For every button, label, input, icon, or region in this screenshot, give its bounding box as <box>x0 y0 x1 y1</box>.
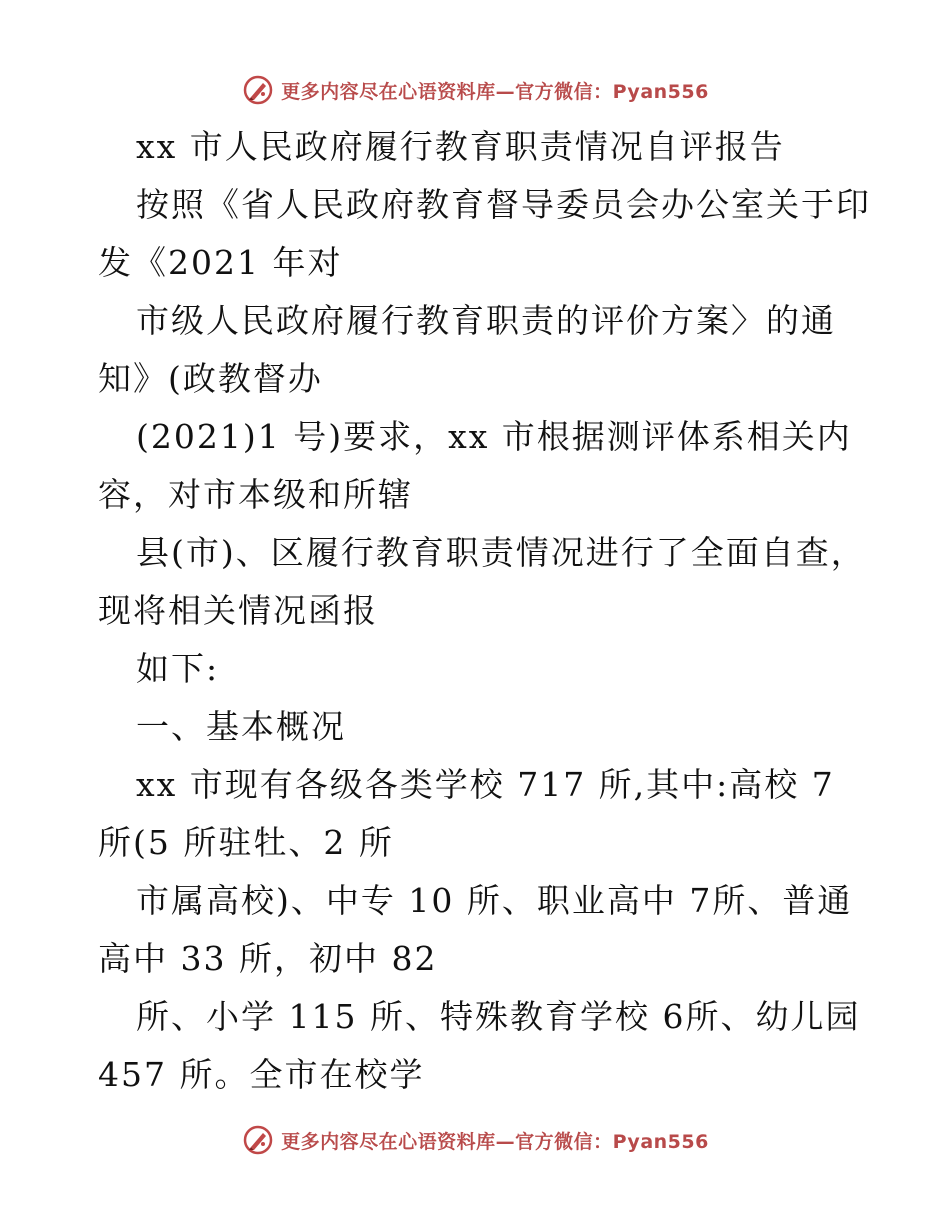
footer-watermark-inner <box>241 1123 709 1157</box>
document-line: 一、基本概况 <box>136 707 346 746</box>
document-line: 容，对市本级和所辖 <box>98 475 413 514</box>
document-line: 按照《省人民政府教育督导委员会办公室关于印 <box>136 185 871 224</box>
footer-watermark <box>0 1120 950 1160</box>
document-line: 市属高校)、中专 10 所、职业高中 7所、普通 <box>136 881 853 920</box>
document-line: 现将相关情况函报 <box>98 591 378 630</box>
document-body <box>98 118 871 1104</box>
document-line: 457 所。全市在校学 <box>98 1055 425 1094</box>
pen-logo-icon <box>241 1123 275 1157</box>
document-line: 知》(政教督办 <box>98 359 323 398</box>
document-line: (2021)1 号)要求，xx 市根据测评体系相关内 <box>136 417 852 456</box>
document-line: 所(5 所驻牡、2 所 <box>98 823 394 862</box>
document-line: 市级人民政府履行教育职责的评价方案〉的通 <box>136 301 836 340</box>
footer-watermark-text: 更多内容尽在心语资料库—官方微信：Pyan556 <box>281 1130 709 1153</box>
document-line: 高中 33 所，初中 82 <box>98 939 438 978</box>
document-line: xx 市现有各级各类学校 717 所,其中:高校 7 <box>136 765 835 804</box>
document-line: 如下: <box>136 649 220 688</box>
document-line: 发《2021 年对 <box>98 243 343 282</box>
document-line: 县(市)、区履行教育职责情况进行了全面自查， <box>136 533 866 572</box>
header-watermark <box>0 70 950 110</box>
header-watermark-inner <box>241 73 709 107</box>
document-line: xx 市人民政府履行教育职责情况自评报告 <box>136 127 785 166</box>
document-line: 所、小学 115 所、特殊教育学校 6所、幼儿园 <box>136 997 861 1036</box>
pen-logo-icon <box>241 73 275 107</box>
header-watermark-text: 更多内容尽在心语资料库—官方微信：Pyan556 <box>281 80 709 103</box>
